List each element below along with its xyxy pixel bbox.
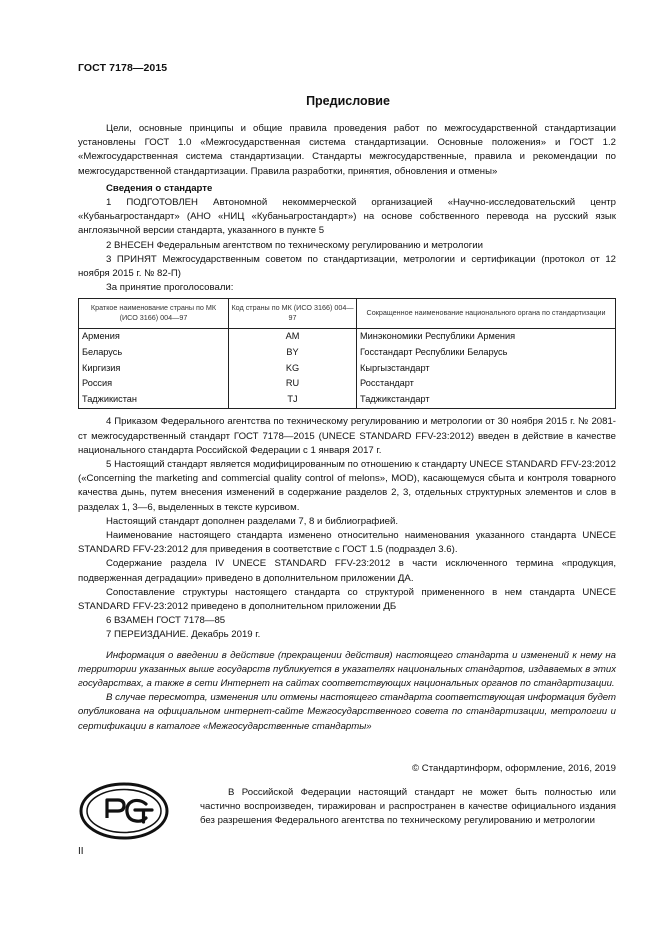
cell-country: Беларусь bbox=[79, 345, 229, 361]
cell-code: TJ bbox=[229, 392, 357, 409]
note-structure-comparison: Сопоставление структуры настоящего стандарта со структурой примененного в нем стандарта UNECE STANDARD FFV-23:2012 приведено в дополнительном приложении ДБ bbox=[78, 586, 616, 613]
note-sections-added: Настоящий стандарт дополнен разделами 7, 8 и библиографией. bbox=[106, 515, 399, 527]
cell-body: Минэкономики Республики Армения bbox=[357, 329, 616, 345]
note-section-iv: Содержание раздела IV UNECE STANDARD FFV-23:2012 в части исключенного термина «продукция, подверженная деградации» приведено в дополнительном приложении ДА. bbox=[78, 558, 616, 584]
table-row bbox=[79, 361, 616, 377]
cell-code: KG bbox=[229, 361, 357, 377]
page-number: II bbox=[78, 846, 84, 857]
note-title-changed: Наименование настоящего стандарта изменено относительно наименования указанного стандарта UNECE STANDARD FFV-23:2012 для приведения в соответствие с ГОСТ 1.5 (подраздел 3.6). bbox=[78, 530, 616, 556]
copyright-line: © Стандартинформ, оформление, 2016, 2019 bbox=[412, 763, 616, 774]
vote-table-header bbox=[79, 299, 616, 329]
vote-table bbox=[78, 298, 616, 409]
main-text bbox=[78, 122, 616, 734]
cell-code: BY bbox=[229, 345, 357, 361]
item-4: 4 Приказом Федерального агентства по техническому регулированию и метрологии от 30 ноября 2015 г. № 2081-ст межгосударственный стандарт ГОСТ 7178—2015 (UNECE STANDARD FFV-23:2012) введен в действие в качестве национального стандарта Российской Федерации с 1 января 2017 г. bbox=[78, 416, 616, 456]
table-row bbox=[79, 345, 616, 361]
intro-paragraph: Цели, основные принципы и общие правила проведения работ по межгосударственной стандартизации установлены ГОСТ 1.0 «Межгосударственная система стандартизации. Основные положения» и ГОСТ 1.2 «Межгосударственная система стандартизации. Стандарты межгосударственные, правила и рекомендации по межгосударственной стандартизации. Правила разработки, принятия, обновления и отмены» bbox=[78, 123, 616, 177]
table-row bbox=[79, 329, 616, 345]
cell-code: RU bbox=[229, 376, 357, 392]
col-header-country: Краткое наименование страны по МК (ИСО 3166) 004—97 bbox=[79, 299, 229, 329]
item-5: 5 Настоящий стандарт является модифицированным по отношению к стандарту UNECE STANDARD FFV-23:2012 («Concerning the marketing and commercial quality control of melons», MOD), касающемуся сбыта и контроля товарного качества дынь, путем внесения изменений в содержание разделов 2, 3, отдельных структурных элементов и слов в разделах 1, 3—6, выделенных в тексте курсивом. bbox=[78, 459, 616, 513]
gost-r-logo-icon bbox=[78, 780, 170, 842]
table-row bbox=[79, 392, 616, 409]
cell-body: Госстандарт Республики Беларусь bbox=[357, 345, 616, 361]
info-heading: Сведения о стандарте bbox=[106, 182, 213, 194]
info-notice-para-2: В случае пересмотра, изменения или отмены настоящего стандарта соответствующая информация будет опубликована на официальном интернет-сайте Межгосударственного совета по стандартизации, метрологии и сертификации в каталоге «Межгосударственные стандарты» bbox=[78, 692, 616, 732]
col-header-body: Сокращенное наименование национального органа по стандартизации bbox=[357, 299, 616, 329]
item-3: 3 ПРИНЯТ Межгосударственным советом по стандартизации, метрологии и сертификации (протокол от 12 ноября 2015 г. № 82-П) bbox=[78, 253, 616, 280]
rf-reproduction-notice: В Российской Федерации настоящий стандарт не может быть полностью или частично воспроизведен, тиражирован и распространен в качестве официального издания без разрешения Федерального агентства по техническому регулированию и метрологии bbox=[200, 787, 616, 827]
table-row bbox=[79, 376, 616, 392]
cell-country: Армения bbox=[79, 329, 229, 345]
item-7: 7 ПЕРЕИЗДАНИЕ. Декабрь 2019 г. bbox=[106, 629, 261, 641]
page-title: Предисловие bbox=[306, 94, 390, 108]
item-6: 6 ВЗАМЕН ГОСТ 7178—85 bbox=[106, 615, 226, 627]
item-2: 2 ВНЕСЕН Федеральным агентством по техническому регулированию и метрологии bbox=[106, 239, 484, 251]
cell-body: Таджикстандарт bbox=[357, 392, 616, 409]
standard-header: ГОСТ 7178—2015 bbox=[78, 62, 168, 74]
cell-country: Киргизия bbox=[79, 361, 229, 377]
cell-body: Росстандарт bbox=[357, 376, 616, 392]
col-header-code: Код страны по МК (ИСО 3166) 004—97 bbox=[229, 299, 357, 329]
item-1: 1 ПОДГОТОВЛЕН Автономной некоммерческой организацией «Научно-исследовательский центр «Кубаньагростандарт» (АНО «НИЦ «Кубаньагростандарт») на основе собственного перевода на русский язык англоязычной версии стандарта, указанного в пункте 5 bbox=[78, 197, 616, 237]
cell-country: Таджикистан bbox=[79, 392, 229, 409]
voted-label: За принятие проголосовали: bbox=[106, 282, 234, 294]
cell-country: Россия bbox=[79, 376, 229, 392]
info-notice-para-1: Информация о введении в действие (прекращении действия) настоящего стандарта и изменений к нему на территории указанных выше государств публикуется в указателях национальных стандартов, издаваемых в этих государствах, а также в сети Интернет на сайтах соответствующих национальных органов по стандартизации. bbox=[78, 649, 616, 690]
cell-body: Кыргызстандарт bbox=[357, 361, 616, 377]
cell-code: AM bbox=[229, 329, 357, 345]
